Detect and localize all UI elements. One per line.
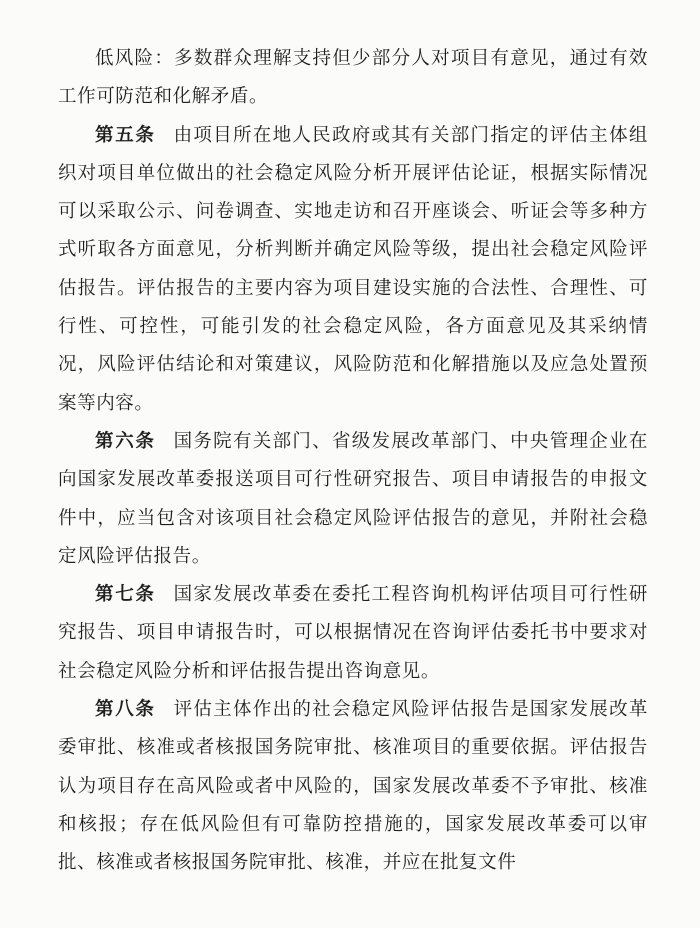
paragraph-text: 国务院有关部门、省级发展改革部门、中央管理企业在向国家发展改革委报送项目可行性研究报告、项目申请报告的申报文件中，应当包含对该项目社会稳定风险评估报告的意见，并附社会稳定风险评估报告。	[58, 430, 648, 567]
article-label: 第六条	[95, 430, 156, 452]
paragraph-article-7	[58, 576, 648, 691]
paragraph-text: 评估主体作出的社会稳定风险评估报告是国家发展改革委审批、核准或者核报国务院审批、核准项目的重要依据。评估报告认为项目存在高风险或者中风险的，国家发展改革委不予审批、核准和核报；存在低风险但有可靠防控措施的，国家发展改革委可以审批、核准或者核报国务院审批、核准，并应在批复文件	[58, 699, 648, 874]
article-label: 第五条	[95, 124, 156, 146]
paragraph-article-6	[58, 423, 648, 576]
document-body	[58, 40, 648, 883]
paragraph-article-5	[58, 117, 648, 423]
article-label: 第八条	[95, 699, 156, 721]
paragraph-article-8	[58, 691, 648, 882]
paragraph-text: 低风险：多数群众理解支持但少部分人对项目有意见，通过有效工作可防范和化解矛盾。	[58, 48, 648, 108]
article-label: 第七条	[95, 584, 156, 606]
paragraph-text: 由项目所在地人民政府或其有关部门指定的评估主体组织对项目单位做出的社会稳定风险分析开展评估论证，根据实际情况可以采取公示、问卷调查、实地走访和召开座谈会、听证会等多种方式听取各方面意见，分析判断并确定风险等级，提出社会稳定风险评估报告。评估报告的主要内容为项目建设实施的合法性、合理性、可行性、可控性，可能引发的社会稳定风险，各方面意见及其采纳情况，风险评估结论和对策建议，风险防范和化解措施以及应急处置预案等内容。	[58, 124, 648, 414]
paragraph-text: 国家发展改革委在委托工程咨询机构评估项目可行性研究报告、项目申请报告时，可以根据情况在咨询评估委托书中要求对社会稳定风险分析和评估报告提出咨询意见。	[58, 584, 648, 682]
paragraph-low-risk	[58, 40, 648, 117]
